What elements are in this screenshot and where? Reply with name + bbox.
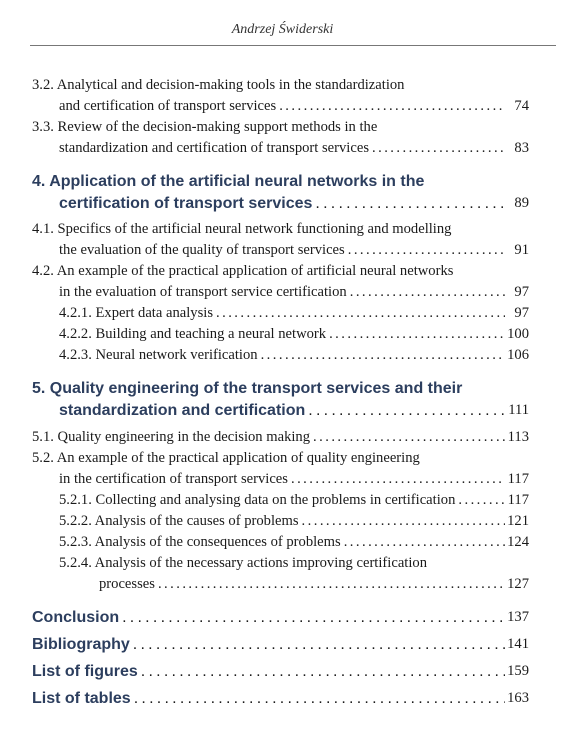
toc-4-2-page: 97	[514, 284, 529, 300]
toc-5-2-1-page: 117	[507, 492, 529, 508]
toc-list-of-figures-page: 159	[507, 663, 529, 679]
toc-bibliography-page: 141	[507, 636, 529, 652]
toc-bibliography-title: Bibliography	[32, 636, 130, 653]
toc-3-3-page: 83	[514, 140, 529, 156]
toc-3-2-title-line2: and certification of transport services	[59, 98, 277, 114]
toc-3-2-page: 74	[514, 98, 529, 114]
toc-list-of-tables-page: 163	[507, 690, 529, 706]
dot-leader	[131, 687, 505, 710]
toc-4-2-2-page: 100	[507, 326, 529, 342]
toc-5-2-1-title: 5.2.1. Collecting and analysing data on the problems in certification	[59, 492, 456, 508]
toc-3-3-title-line1: 3.3. Review of the decision-making support methods in the	[32, 119, 378, 135]
toc-4-2-3-page: 106	[507, 347, 529, 363]
toc-entry-chapter-5[interactable]	[59, 399, 505, 422]
dot-leader	[276, 96, 505, 117]
toc-5-2-2-page: 121	[507, 513, 529, 529]
toc-entry-4-2-2[interactable]	[59, 324, 505, 345]
toc-entry-bibliography[interactable]	[32, 633, 505, 656]
toc-entry-5-2-3[interactable]	[59, 532, 505, 553]
toc-entry-4-1[interactable]	[59, 240, 505, 261]
toc-entry-5-2-2[interactable]	[59, 511, 505, 532]
toc-entry-4-2-1[interactable]	[59, 303, 505, 324]
toc-4-1-title-line2: the evaluation of the quality of transport services	[59, 242, 345, 258]
toc-5-2-2-title: 5.2.2. Analysis of the causes of problems	[59, 513, 299, 529]
dot-leader	[310, 427, 505, 448]
toc-conclusion-title: Conclusion	[32, 609, 120, 626]
toc-5-1-title: 5.1. Quality engineering in the decision making	[32, 429, 311, 445]
dot-leader	[130, 633, 505, 656]
dot-leader	[305, 399, 505, 422]
toc-5-2-4-page: 127	[507, 576, 529, 592]
toc-entry-4-2-3[interactable]	[59, 345, 505, 366]
toc-4-2-1-page: 97	[514, 305, 529, 321]
dot-leader	[341, 532, 505, 553]
toc-4-2-1-title: 4.2.1. Expert data analysis	[59, 305, 214, 321]
running-header-author: Andrzej Świderski	[231, 22, 334, 37]
toc-5-2-4-title-line1: 5.2.4. Analysis of the necessary actions improving certification	[59, 555, 427, 571]
toc-entry-chapter-4[interactable]	[59, 192, 505, 215]
toc-entry-5-1[interactable]	[32, 427, 505, 448]
toc-5-2-title-line1: 5.2. An example of the practical application of quality engineering	[32, 450, 420, 466]
toc-chapter-5-title-line2: standardization and certification	[59, 402, 306, 419]
toc-4-2-3-title: 4.2.3. Neural network verification	[59, 347, 258, 363]
toc-chapter-4-title-line2: certification of transport services	[59, 195, 313, 212]
dot-leader	[155, 574, 505, 595]
toc-entry-5-2[interactable]	[59, 469, 505, 490]
toc-entry-4-2[interactable]	[59, 282, 505, 303]
toc-4-2-2-title: 4.2.2. Building and teaching a neural network	[59, 326, 327, 342]
dot-leader	[288, 469, 505, 490]
toc-4-2-title-line2: in the evaluation of transport service certification	[59, 284, 347, 300]
dot-leader	[369, 138, 505, 159]
toc-entry-list-of-figures[interactable]	[32, 660, 505, 683]
toc-chapter-4-page: 89	[514, 195, 529, 211]
toc-5-2-page: 117	[507, 471, 529, 487]
toc-5-2-3-title: 5.2.3. Analysis of the consequences of problems	[59, 534, 341, 550]
dot-leader	[119, 606, 505, 629]
toc-3-2-title-line1: 3.2. Analytical and decision-making tools in the standardization	[32, 77, 405, 93]
toc-chapter-4-title-line1: 4. Application of the artificial neural networks in the	[32, 173, 425, 190]
toc-entry-5-2-1[interactable]	[59, 490, 505, 511]
toc-5-2-3-page: 124	[507, 534, 529, 550]
dot-leader	[138, 660, 505, 683]
toc-entry-3-2[interactable]	[59, 96, 505, 117]
dot-leader	[299, 511, 505, 532]
toc-5-2-title-line2: in the certification of transport services	[59, 471, 288, 487]
dot-leader	[347, 282, 505, 303]
dot-leader	[345, 240, 505, 261]
toc-entry-conclusion[interactable]	[32, 606, 505, 629]
toc-3-3-title-line2: standardization and certification of transport services	[59, 140, 369, 156]
dot-leader	[258, 345, 505, 366]
toc-4-1-page: 91	[514, 242, 529, 258]
toc-5-2-4-title-line2: processes	[99, 576, 155, 592]
toc-4-1-title-line1: 4.1. Specifics of the artificial neural network functioning and modelling	[32, 221, 452, 237]
dot-leader	[213, 303, 505, 324]
toc-chapter-5-title-line1: 5. Quality engineering of the transport services and their	[32, 380, 463, 397]
toc-entry-5-2-4[interactable]	[99, 574, 505, 595]
toc-entry-list-of-tables[interactable]	[32, 687, 505, 710]
toc-entry-3-3[interactable]	[59, 138, 505, 159]
toc-conclusion-page: 137	[507, 609, 529, 625]
toc-5-1-page: 113	[507, 429, 529, 445]
dot-leader	[312, 192, 505, 215]
dot-leader	[326, 324, 505, 345]
toc-list-of-tables-title: List of tables	[32, 690, 131, 707]
toc-chapter-5-page: 111	[508, 402, 529, 418]
toc-4-2-title-line1: 4.2. An example of the practical application of artificial neural networks	[32, 263, 454, 279]
toc-list-of-figures-title: List of figures	[32, 663, 138, 680]
